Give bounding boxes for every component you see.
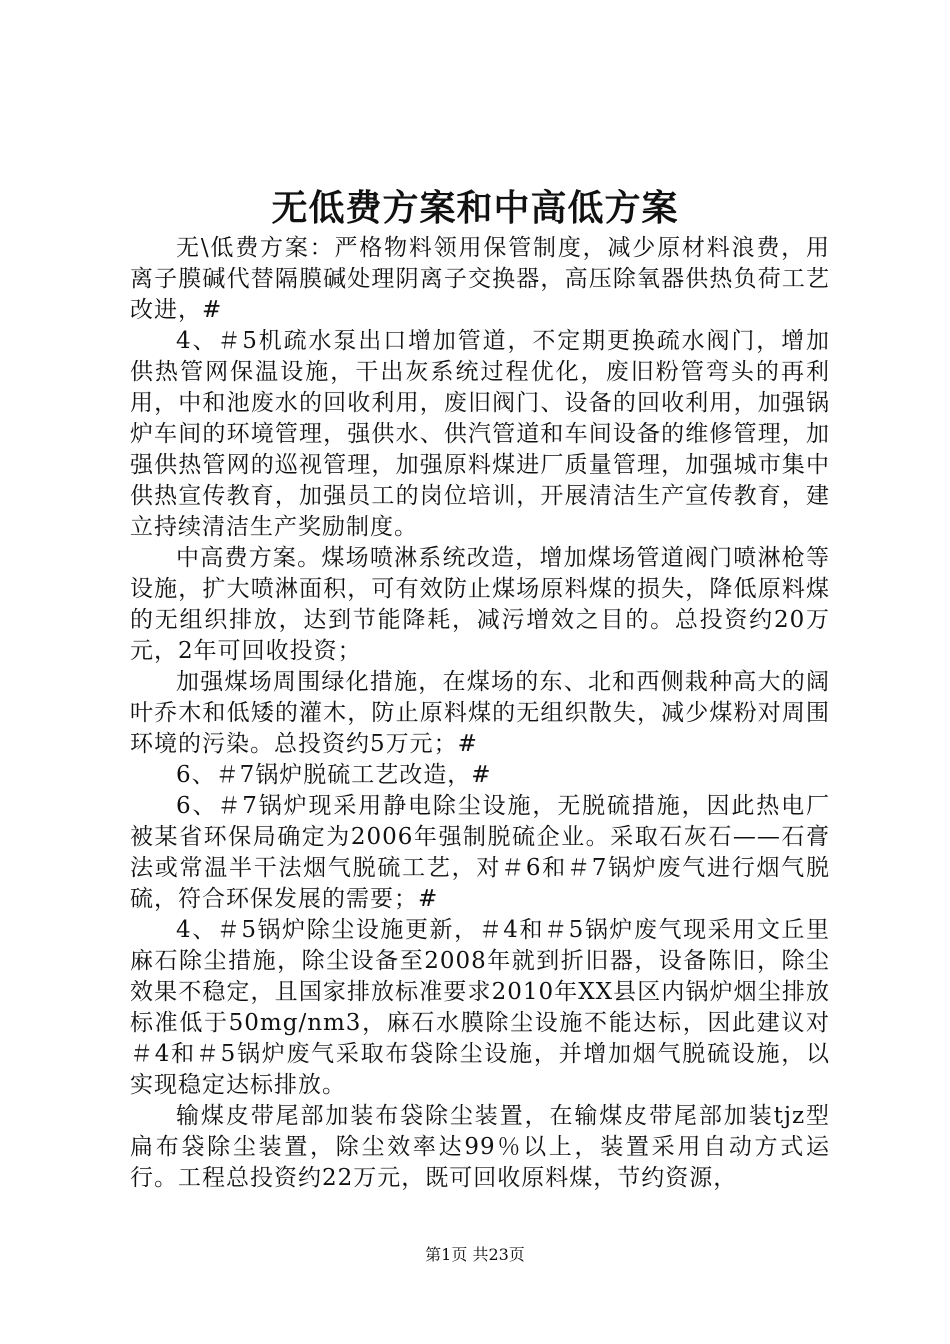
- paragraph-low-cost-plan: 无\低费方案：严格物料领用保管制度，减少原材料浪费，用离子膜碱代替隔膜碱处理阴离子交换器，高压除氧器供热负荷工艺改进，#: [130, 235, 830, 323]
- page-footer: 第1页 共23页: [425, 1245, 525, 1264]
- paragraph-high-cost-plan: 中高费方案。煤场喷淋系统改造，增加煤场管道阀门喷淋枪等设施，扩大喷淋面积，可有效防止煤场原料煤的损失，降低原料煤的无组织排放，达到节能降耗，减污增效之目的。总投资约20万元，2年可回收投资；: [130, 545, 830, 664]
- paragraph-conveyor-dust: 输煤皮带尾部加装布袋除尘装置，在输煤皮带尾部加装tjz型扁布袋除尘装置，除尘效率达99％以上，装置采用自动方式运行。工程总投资约22万元，既可回收原料煤，节约资源，: [130, 1103, 830, 1191]
- paragraph-desulfurization: 6、＃7锅炉现采用静电除尘设施，无脱硫措施，因此热电厂被某省环保局确定为2006年强制脱硫企业。采取石灰石——石膏法或常温半干法烟气脱硫工艺，对＃6和＃7锅炉废气进行烟气脱硫，符合环保发展的需要；#: [130, 793, 830, 912]
- document-title: 无低费方案和中高低方案: [271, 187, 679, 229]
- paragraph-management-measures: 4、＃5机疏水泵出口增加管道，不定期更换疏水阀门，增加供热管网保温设施，干出灰系统过程优化，废旧粉管弯头的再利用，中和池废水的回收利用，废旧阀门、设备的回收利用，加强锅炉车间的环境管理，强供水、供汽管道和车间设备的维修管理，加强供热管网的巡视管理，加强原料煤进厂质量管理，加强城市集中供热宣传教育，加强员工的岗位培训，开展清洁生产宣传教育，建立持续清洁生产奖励制度。: [130, 328, 830, 540]
- paragraph-dust-removal: 4、＃5锅炉除尘设施更新，＃4和＃5锅炉废气现采用文丘里麻石除尘措施，除尘设备至2008年就到折旧器，设备陈旧，除尘效果不稳定，且国家排放标准要求2010年XX县区内锅炉烟尘排放标准低于50mg/nm3，麻石水膜除尘设施不能达标，因此建议对＃4和＃5锅炉废气采取布袋除尘设施，并增加烟气脱硫设施，以实现稳定达标排放。: [130, 917, 830, 1098]
- document-body: [130, 233, 830, 1194]
- paragraph-desulfurization-heading: 6、＃7锅炉脱硫工艺改造，#: [176, 762, 492, 788]
- paragraph-greening: 加强煤场周围绿化措施，在煤场的东、北和西侧栽种高大的阔叶乔木和低矮的灌木，防止原料煤的无组织散失，减少煤粉对周围环境的污染。总投资约5万元；#: [130, 669, 830, 757]
